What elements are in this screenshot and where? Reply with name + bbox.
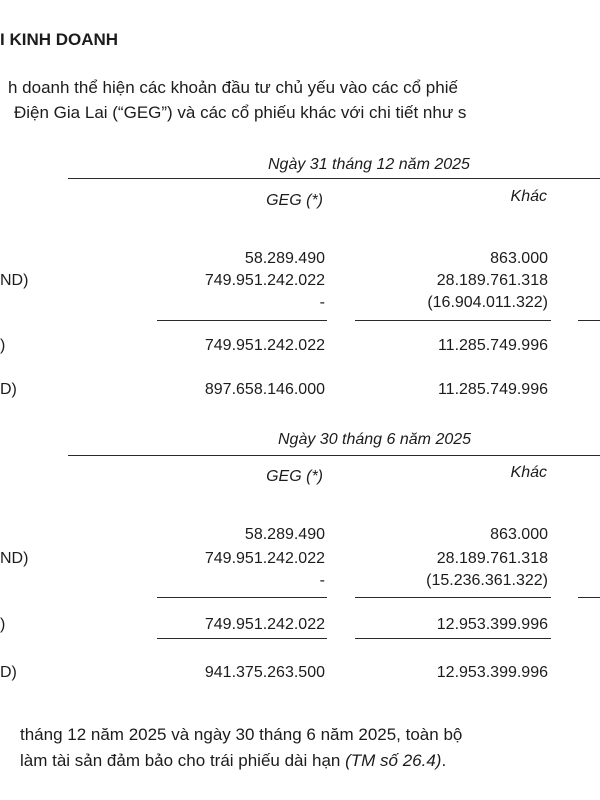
subtotal-rule-extra (578, 320, 600, 321)
table-row-cell: (16.904.011.322) (427, 294, 548, 311)
table-row-cell: 749.951.242.022 (204, 616, 325, 633)
table-row-cell: 12.953.399.996 (436, 616, 548, 633)
footer-line-2 (20, 751, 446, 771)
intro-line-2: Điện Gia Lai (“GEG”) và các cổ phiếu khác với chi tiết như s (14, 103, 467, 122)
col-header-other: Khác (510, 464, 547, 481)
section-heading: I KINH DOANH (0, 30, 119, 49)
header-rule (68, 178, 600, 179)
col-header-geg: GEG (*) (266, 192, 323, 209)
table-row-cell: 28.189.761.318 (436, 272, 548, 289)
col-header-other: Khác (510, 188, 547, 205)
row-label: D) (0, 664, 17, 681)
table-row-cell: - (319, 572, 325, 589)
table-row-cell: 28.189.761.318 (436, 550, 548, 567)
footer-reference: (TM số 26.4) (345, 751, 442, 770)
total-rule-other (355, 638, 551, 639)
table-row-cell: 11.285.749.996 (437, 337, 548, 354)
subtotal-rule-geg (157, 597, 327, 598)
row-label: D) (0, 381, 17, 398)
table-row-cell: 58.289.490 (244, 526, 325, 543)
footer-period: . (441, 751, 447, 770)
row-label: ND) (0, 272, 29, 289)
table-row-cell: - (319, 294, 325, 311)
footer-text: làm tài sản đảm bảo cho trái phiếu dài hạn (20, 751, 346, 770)
row-label: ) (0, 337, 6, 354)
header-rule (68, 455, 600, 456)
table-row-cell: 863.000 (490, 526, 548, 543)
total-rule-geg (157, 638, 327, 639)
col-header-geg: GEG (*) (266, 468, 323, 485)
row-label: ) (0, 616, 6, 633)
date-header-jun-2025: Ngày 30 tháng 6 năm 2025 (278, 431, 472, 448)
table-row-cell: 863.000 (490, 250, 548, 267)
subtotal-rule-extra (578, 597, 600, 598)
table-row-cell: 941.375.263.500 (204, 664, 325, 681)
date-header-dec-2025: Ngày 31 tháng 12 năm 2025 (268, 156, 470, 173)
table-row-cell: 58.289.490 (244, 250, 325, 267)
row-label: ND) (0, 550, 29, 567)
table-row-cell: 12.953.399.996 (436, 664, 548, 681)
table-row-cell: 11.285.749.996 (437, 381, 548, 398)
table-row-cell: 897.658.146.000 (204, 381, 325, 398)
intro-line-1: h doanh thể hiện các khoản đầu tư chủ yếu vào các cổ phiế (8, 78, 458, 97)
subtotal-rule-geg (157, 320, 327, 321)
subtotal-rule-other (355, 597, 551, 598)
table-row-cell: (15.236.361.322) (426, 572, 548, 589)
table-row-cell: 749.951.242.022 (204, 550, 325, 567)
footer-line-1: tháng 12 năm 2025 và ngày 30 tháng 6 năm 2025, toàn bộ (20, 725, 463, 744)
subtotal-rule-other (355, 320, 551, 321)
table-row-cell: 749.951.242.022 (204, 272, 325, 289)
table-row-cell: 749.951.242.022 (204, 337, 325, 354)
